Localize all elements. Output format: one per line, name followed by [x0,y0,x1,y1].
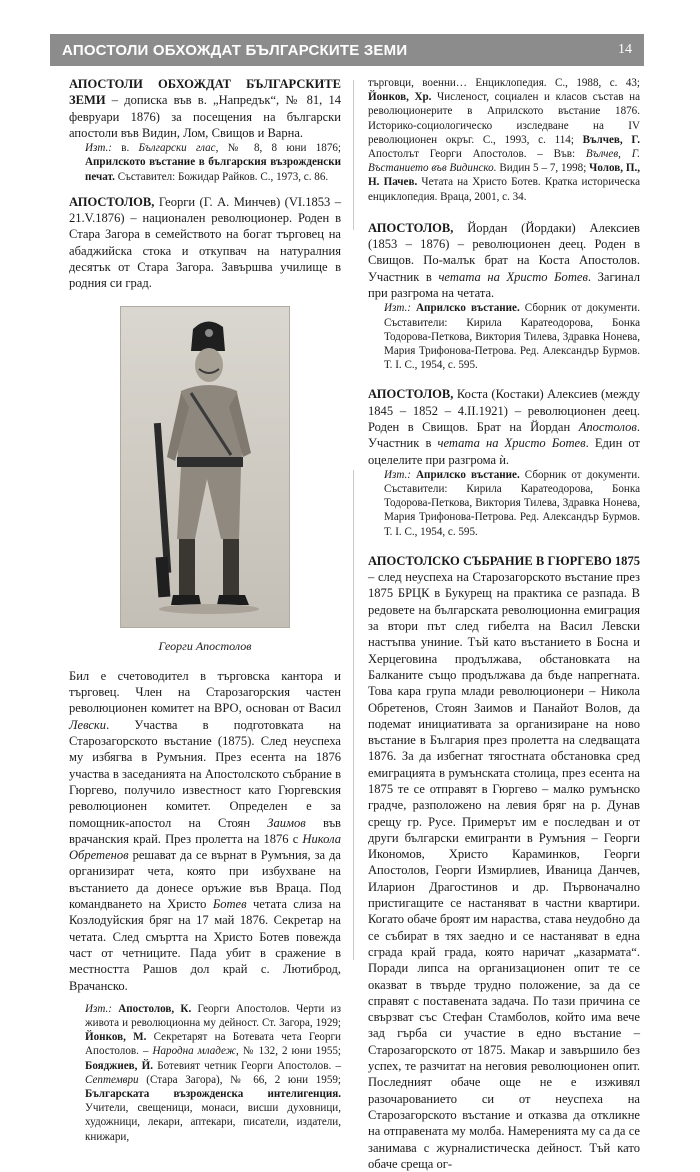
entry-apostolov-georgi [69,194,341,1144]
entry-headword: АПОСТОЛИ ОБХОЖДАТ БЪЛГАРСКИТЕ ЗЕМИ [69,77,341,108]
entry-apostolsko-sabranie [368,553,640,1172]
soldier-portrait-image [121,307,289,627]
right-column [368,76,640,1172]
column-divider-top [353,80,354,230]
entry-headword: АПОСТОЛСКО СЪБРАНИЕ В ГЮРГЕВО 1875 [368,553,640,568]
entry-sources-continued: търговци, военни… Енциклопедия. С., 1988, с. 43; Йонков, Хр. Численост, социален и класов състав на революционерите в Априлското въстание 1876. Историко-социологическо изследване на IV революционен окръг. С., 1993, с. 114; Вълчев, Г. Апостолът Георги Апостолов. – Във: Вълчев, Г. Въстанието във Видинско. Видин 5 – 7, 1998; Чолов, П., Н. Пачев. Четата на Христо Ботев. Кратка историческа енциклопедия. Враца, 2001, с. 34. [368,77,641,203]
left-column [69,76,341,1144]
column-divider-bottom [353,470,354,960]
entry-text: АПОСТОЛОВ, Коста (Костаки) Алексиев (между 1845 – 1852 – 4.II.1921) – революционен деец. Роден в Свищов. Брат на Йордан Апостолов. Участник в четата на Христо Ботев. Един от оцелелите при разгрома ѝ. [368,387,641,467]
entry-headword: АПОСТОЛОВ, [368,220,454,235]
entry-headword: АПОСТОЛОВ, [69,194,155,209]
entry-sources: Изт.: Апостолов, К. Георги Апостолов. Черти из живота и революционна му дейност. Ст. Загора, 1929; Йонков, М. Секретарят на Ботевата чета Георги Апостолов. – Народна младеж, № 132, 2 юни 1955; Бояджиев, Й. Ботевият четник Георги Апостолов. – Септември (Стара Загора), № 66, 2 юни 1959; Българската възрожденска интелигенция. Учители, свещеници, монаси, висши духовници, художници, лекари, аптекари, писатели, издатели, книжари, [85,1002,341,1143]
running-title: АПОСТОЛИ ОБХОЖДАТ БЪЛГАРСКИТЕ ЗЕМИ [62,41,408,59]
entry-text: АПОСТОЛСКО СЪБРАНИЕ В ГЮРГЕВО 1875 – след неуспеха на Старозагорското въстание през 1875 БРЦК в Букурещ на практика се разпада. В редовете на българската революционна емиграция за втори път след гибелта на Васил Левски настъпва униние. Тъй като въстанието в Босна и Херцеговина продължава, обстановката на Балканите също продължава да бъде напрегната. Това кара група млади революционери – Никола Обретенов, Стоян Заимов и Панайот Волов, да подемат инициативата за организиране на ново въстание в България през пролетта на следващата 1876. За да избегнат тягостната обстановка сред емиграцията в румънската столица, през есента на 1875 те се отправят в Гюргево – малко румънско градче, разположено на левия бряг на р. Дунав срещу гр. Русе. Примерът им е последван и от други български емигранти в Румъния – Георги Икономов, Христо Караминков, Георги Апостолов, Георги Измирлиев, Иваница Данчев, Иларион Драгостинов и др. Първоначално пристигащите се настаняват в частни квартири. Когато обаче броят им нараства, става неудобно да се събират в тях заедно и се настаняват в една сграда край града, която наричат „казармата“. Поради липса на организационен опит те се оказват в твърде трудно положение, за да се справят с поставената задача. По тази причина се свързват със Стефан Стамболов, който има вече зад гърба си участие в едно въстание – Старозагорското от 1875. Макар и завършило без успех, те разчитат на неговия революционен опит. Последният обаче още не е изживял разочарованието си от неуспеха на Старозагорското въстание и отказва да откликне на отправената му молба. Намеренията му са да се занимава с журналистическа дейност. Тъй като обаче среща ог- [368,553,640,1171]
entry-apostolov-yordan [368,220,640,373]
entry-headword: АПОСТОЛОВ, [368,387,454,402]
portrait-figure [69,306,341,668]
entry-text: АПОСТОЛИ ОБХОЖДАТ БЪЛГАРСКИТЕ ЗЕМИ – дописка във в. „Напредък“, № 81, 14 февруари 1876) за посещения на български апостоли във Видин, Лом, Свищов и Варна. [69,77,341,140]
portrait-photo [120,306,290,628]
photo-caption: Георги Апостолов [158,638,252,653]
page-number: 14 [618,42,632,57]
entry-text-continued: Бил е счетоводител в търговска кантора и търговец. Член на Старозагорския частен революционен комитет на ВРО, основан от Васил Левски. Участва в подготовката на Старозагорското въстание (1875). След неуспеха му избягва в Румъния. През есента на 1876 участва в заседанията на Апостолското събрание в Гюргево, получило известност като Гюргевския революционен комитет. Определен е за помощник-апостол на Стоян Заимов във врачанския край. През пролетта на 1876 с Никола Обретенов решават да се върнат в Румъния, за да организират чета, която при избухване на въстанието да донесе оръжие във Враца. Под командването на Христо Ботев четата слиза на Козлодуйския бряг на 17 май 1876. Секретар на четата. След смъртта на Христо Ботев повежда част от четниците. Пада убит в сражение в местността Рашов дол край с. Лютиброд, Врачанско. [69,668,341,993]
entry-text: АПОСТОЛОВ, Йордан (Йордаки) Алексиев (1853 – 1876) – революционен деец. Роден в Свищов. По-малък брат на Коста Апостолов. Участник в четата на Христо Ботев. Загинал при разгрома на четата. [368,220,640,301]
entry-apostoli-obhozhdat [69,76,341,184]
entry-sources: Изт.: Априлско въстание. Сборник от документи. Съставители: Кирила Каратеодорова, Бонка Тодорова-Петкова, Виктория Тилева, Здравка Нонева, Мария Трифонова-Петрова. Ред. Александър Бурмов. Т. I. С., 1954, с. 595. [384,302,640,372]
entry-sources: Изт.: в. Български глас, № 8, 8 юни 1876; Априлското въстание в българския възрожденски печат. Съставител: Божидар Райков. С., 1973, с. 86. [85,142,342,183]
running-header [50,34,644,66]
entry-text: АПОСТОЛОВ, Георги (Г. А. Минчев) (VI.1853 – 21.V.1876) – национален революционер. Роден в Стара Загора в семейството на богат търговец на абаджийска стока и откупвач на натуралния десятък от Стара Загора. Завършва училище в родния си град. [69,194,341,291]
entry-sources: Изт.: Априлско въстание. Сборник от документи. Съставители: Кирила Каратеодорова, Бонка Тодорова-Петкова, Виктория Тилева, Здравка Нонева, Мария Трифонова-Петрова. Ред. Александър Бурмов. Т. I. С., 1954, с. 595. [384,468,640,538]
entry-apostolov-kosta [368,386,640,539]
